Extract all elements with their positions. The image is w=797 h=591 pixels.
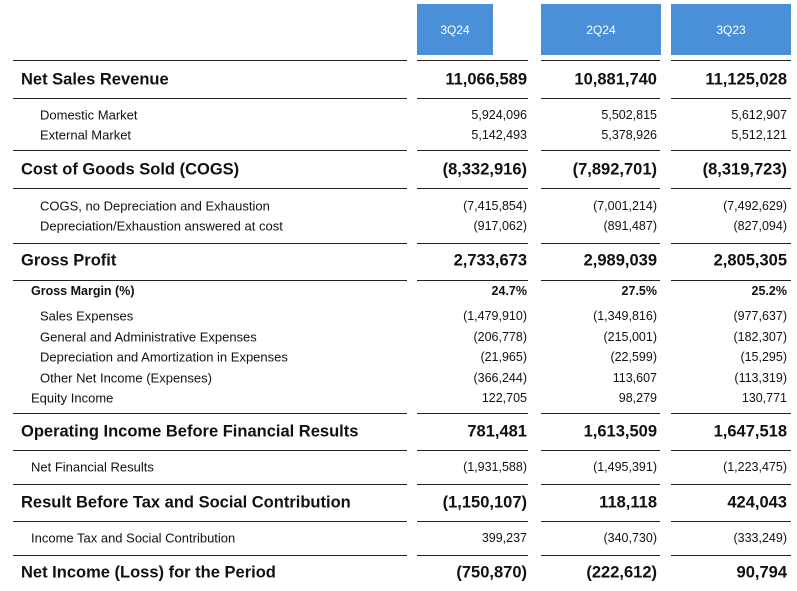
row-divider [417, 413, 528, 414]
cell-2q24: 10,881,740 [574, 70, 657, 89]
row-label: Sales Expenses [40, 308, 134, 324]
row-label: Other Net Income (Expenses) [40, 370, 212, 386]
cell-3q23: 25.2% [751, 284, 787, 298]
row-divider [671, 98, 791, 99]
cell-3q23: 130,771 [741, 391, 787, 405]
row-divider [541, 555, 660, 556]
cell-3q23: (15,295) [740, 350, 787, 364]
cell-3q24: 5,924,096 [471, 108, 527, 122]
cell-3q24: 24.7% [491, 284, 527, 298]
row-label: External Market [40, 127, 132, 143]
row-divider [417, 555, 528, 556]
cell-3q24: (366,244) [473, 371, 527, 385]
cell-3q24: 5,142,493 [471, 128, 527, 142]
row-divider [417, 450, 528, 451]
cell-3q24: (8,332,916) [442, 160, 527, 179]
row-divider [13, 60, 407, 61]
row-divider [13, 98, 407, 99]
cell-2q24: 2,989,039 [583, 251, 657, 270]
row-divider [541, 484, 660, 485]
row-divider [13, 484, 407, 485]
row-divider [541, 521, 660, 522]
row-divider [671, 60, 791, 61]
row-label: Net Sales Revenue [21, 70, 169, 89]
cell-3q23: 90,794 [736, 563, 787, 582]
row-divider [13, 555, 407, 556]
row-label: General and Administrative Expenses [40, 329, 257, 345]
row-divider [417, 280, 528, 281]
row-divider [541, 280, 660, 281]
cell-3q23: (827,094) [733, 219, 787, 233]
cell-3q24: 122,705 [481, 391, 527, 405]
cell-3q23: 1,647,518 [713, 422, 787, 441]
row-label: Result Before Tax and Social Contribution [21, 493, 351, 512]
cell-2q24: (215,001) [603, 330, 657, 344]
cell-3q23: 11,125,028 [705, 70, 787, 89]
cell-3q24: 781,481 [467, 422, 527, 441]
row-divider [417, 243, 528, 244]
row-label: Domestic Market [40, 107, 138, 123]
cell-3q23: (333,249) [733, 531, 787, 545]
row-divider [671, 188, 791, 189]
cell-3q23: 5,512,121 [731, 128, 787, 142]
cell-3q24: (750,870) [456, 563, 527, 582]
row-divider [541, 413, 660, 414]
row-divider [417, 484, 528, 485]
row-divider [13, 413, 407, 414]
row-divider [417, 60, 528, 61]
row-divider [417, 98, 528, 99]
cell-3q23: 5,612,907 [731, 108, 787, 122]
cell-3q23: (8,319,723) [702, 160, 787, 179]
cell-2q24: (891,487) [603, 219, 657, 233]
row-label: Net Income (Loss) for the Period [21, 563, 276, 582]
cell-2q24: 5,378,926 [601, 128, 657, 142]
column-header-3q24: 3Q24 [417, 4, 493, 55]
row-divider [13, 188, 407, 189]
row-label: Net Financial Results [31, 459, 154, 475]
cell-2q24: (222,612) [586, 563, 657, 582]
row-divider [541, 188, 660, 189]
cell-3q23: (7,492,629) [723, 199, 787, 213]
row-divider [541, 450, 660, 451]
row-divider [13, 150, 407, 151]
row-divider [541, 150, 660, 151]
cell-3q23: (977,637) [733, 309, 787, 323]
cell-3q23: (113,319) [734, 371, 787, 385]
row-divider [671, 280, 791, 281]
cell-3q24: 11,066,589 [445, 70, 527, 89]
row-divider [671, 150, 791, 151]
row-divider [671, 484, 791, 485]
row-divider [13, 450, 407, 451]
row-divider [671, 413, 791, 414]
cell-2q24: (1,495,391) [593, 460, 657, 474]
cell-3q23: (182,307) [733, 330, 787, 344]
cell-3q24: (21,965) [480, 350, 527, 364]
cell-3q23: 2,805,305 [713, 251, 787, 270]
row-divider [417, 188, 528, 189]
row-divider [417, 150, 528, 151]
row-label: Depreciation and Amortization in Expenses [40, 349, 288, 365]
row-label: Cost of Goods Sold (COGS) [21, 160, 240, 179]
cell-2q24: (7,001,214) [593, 199, 657, 213]
row-divider [671, 555, 791, 556]
cell-3q23: (1,223,475) [723, 460, 787, 474]
cell-2q24: 98,279 [618, 391, 657, 405]
row-label: Gross Margin (%) [31, 284, 135, 298]
cell-2q24: 113,607 [612, 371, 657, 385]
row-label: COGS, no Depreciation and Exhaustion [40, 198, 270, 214]
cell-3q24: (7,415,854) [463, 199, 527, 213]
cell-2q24: 5,502,815 [601, 108, 657, 122]
column-header-3q23: 3Q23 [671, 4, 791, 55]
row-label: Depreciation/Exhaustion answered at cost [40, 218, 283, 234]
row-label: Operating Income Before Financial Results [21, 422, 359, 441]
cell-2q24: (1,349,816) [593, 309, 657, 323]
cell-3q24: (1,479,910) [463, 309, 527, 323]
cell-3q24: (206,778) [473, 330, 527, 344]
row-divider [13, 243, 407, 244]
cell-2q24: (340,730) [603, 531, 657, 545]
row-divider [671, 521, 791, 522]
cell-3q24: (1,150,107) [442, 493, 527, 512]
row-label: Income Tax and Social Contribution [31, 530, 236, 546]
row-divider [671, 243, 791, 244]
cell-3q24: 399,237 [481, 531, 527, 545]
row-divider [13, 280, 407, 281]
column-header-2q24: 2Q24 [541, 4, 661, 55]
row-divider [541, 60, 660, 61]
cell-3q24: (917,062) [473, 219, 527, 233]
cell-2q24: 1,613,509 [583, 422, 657, 441]
row-divider [671, 450, 791, 451]
cell-3q23: 424,043 [727, 493, 787, 512]
cell-2q24: 27.5% [621, 284, 657, 298]
row-label: Gross Profit [21, 251, 117, 270]
cell-2q24: (7,892,701) [572, 160, 657, 179]
cell-3q24: 2,733,673 [453, 251, 527, 270]
row-divider [541, 243, 660, 244]
cell-3q24: (1,931,588) [463, 460, 527, 474]
row-divider [417, 521, 528, 522]
cell-2q24: 118,118 [599, 493, 657, 512]
cell-2q24: (22,599) [610, 350, 657, 364]
row-divider [541, 98, 660, 99]
row-label: Equity Income [31, 390, 114, 406]
row-divider [13, 521, 407, 522]
